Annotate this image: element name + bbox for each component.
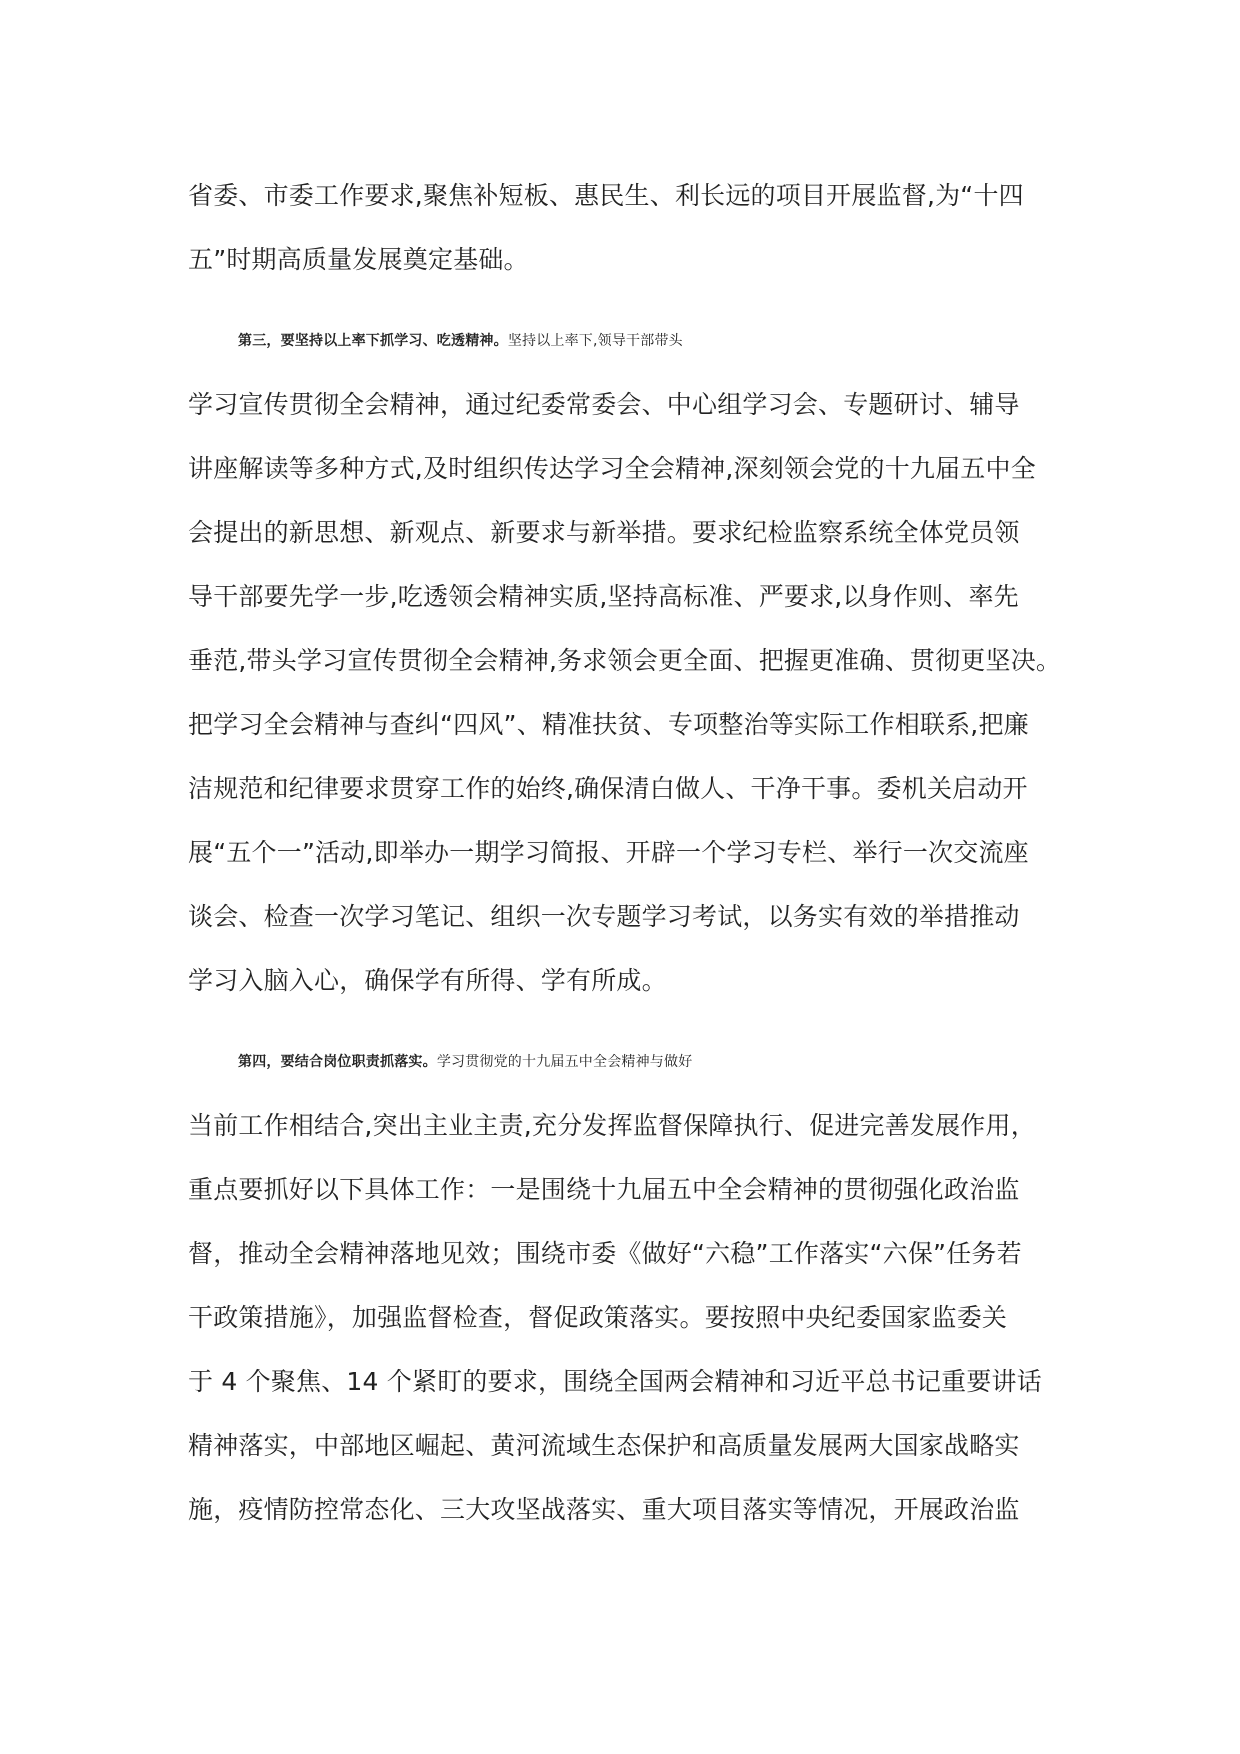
paragraph-2-line-3: 讲座解读等多种方式,及时组织传达学习全会精神,深刻领会党的十九届五中全 [188,454,1036,483]
paragraph-2-first-line-text: 坚持以上率下,领导干部带头 [507,333,683,349]
paragraph-2-line-1 [238,321,1118,361]
paragraph-2-line-4: 会提出的新思想、新观点、新要求与新举措。要求纪检监察系统全体党员领 [188,518,1020,547]
paragraph-1-line-2: 五”时期高质量发展奠定基础。 [188,245,529,274]
paragraph-3-line-2: 当前工作相结合,突出主业主责,充分发挥监督保障执行、促进完善发展作用， [188,1111,1036,1140]
paragraph-2-heading: 第三，要坚持以上率下抓学习、吃透精神。 [238,333,508,349]
paragraph-2-line-9: 展“五个一”活动,即举办一期学习简报、开辟一个学习专栏、举行一次交流座 [188,838,1029,867]
paragraph-3-line-3: 重点要抓好以下具体工作：一是围绕十九届五中全会精神的贯彻强化政治监 [188,1175,1020,1204]
paragraph-1-line-1: 省委、市委工作要求,聚焦补短板、惠民生、利长远的项目开展监督,为“十四 [188,181,1024,210]
paragraph-3-line-1 [238,1042,1118,1082]
paragraph-2-line-6: 垂范,带头学习宣传贯彻全会精神,务求领会更全面、把握更准确、贯彻更坚决。 [188,646,1062,675]
paragraph-3-line-7: 精神落实，中部地区崛起、黄河流域生态保护和高质量发展两大国家战略实 [188,1431,1020,1460]
paragraph-2-line-10: 谈会、检查一次学习笔记、组织一次专题学习考试，以务实有效的举措推动 [188,902,1020,931]
paragraph-3-heading: 第四，要结合岗位职责抓落实。 [238,1054,437,1070]
paragraph-3-line-4: 督，推动全会精神落地见效；围绕市委《做好“六稳”工作落实“六保”任务若 [188,1239,1022,1268]
paragraph-2-line-8: 洁规范和纪律要求贯穿工作的始终,确保清白做人、干净干事。委机关启动开 [188,774,1028,803]
paragraph-3-first-line-text: 学习贯彻党的十九届五中全会精神与做好 [436,1054,693,1070]
paragraph-3-line-8: 施，疫情防控常态化、三大攻坚战落实、重大项目落实等情况，开展政治监 [188,1495,1020,1524]
paragraph-2-line-7: 把学习全会精神与查纠“四风”、精准扶贫、专项整治等实际工作相联系,把廉 [188,710,1029,739]
paragraph-2-line-11: 学习入脑入心，确保学有所得、学有所成。 [188,966,667,995]
paragraph-2-line-5: 导干部要先学一步,吃透领会精神实质,坚持高标准、严要求,以身作则、率先 [188,582,1019,611]
paragraph-2-line-2: 学习宣传贯彻全会精神，通过纪委常委会、中心组学习会、专题研讨、辅导 [188,390,1020,419]
paragraph-3-line-6: 于 4 个聚焦、14 个紧盯的要求，围绕全国两会精神和习近平总书记重要讲话 [188,1367,1042,1396]
paragraph-3-line-5: 干政策措施》，加强监督检查，督促政策落实。要按照中央纪委国家监委关 [188,1303,1008,1332]
